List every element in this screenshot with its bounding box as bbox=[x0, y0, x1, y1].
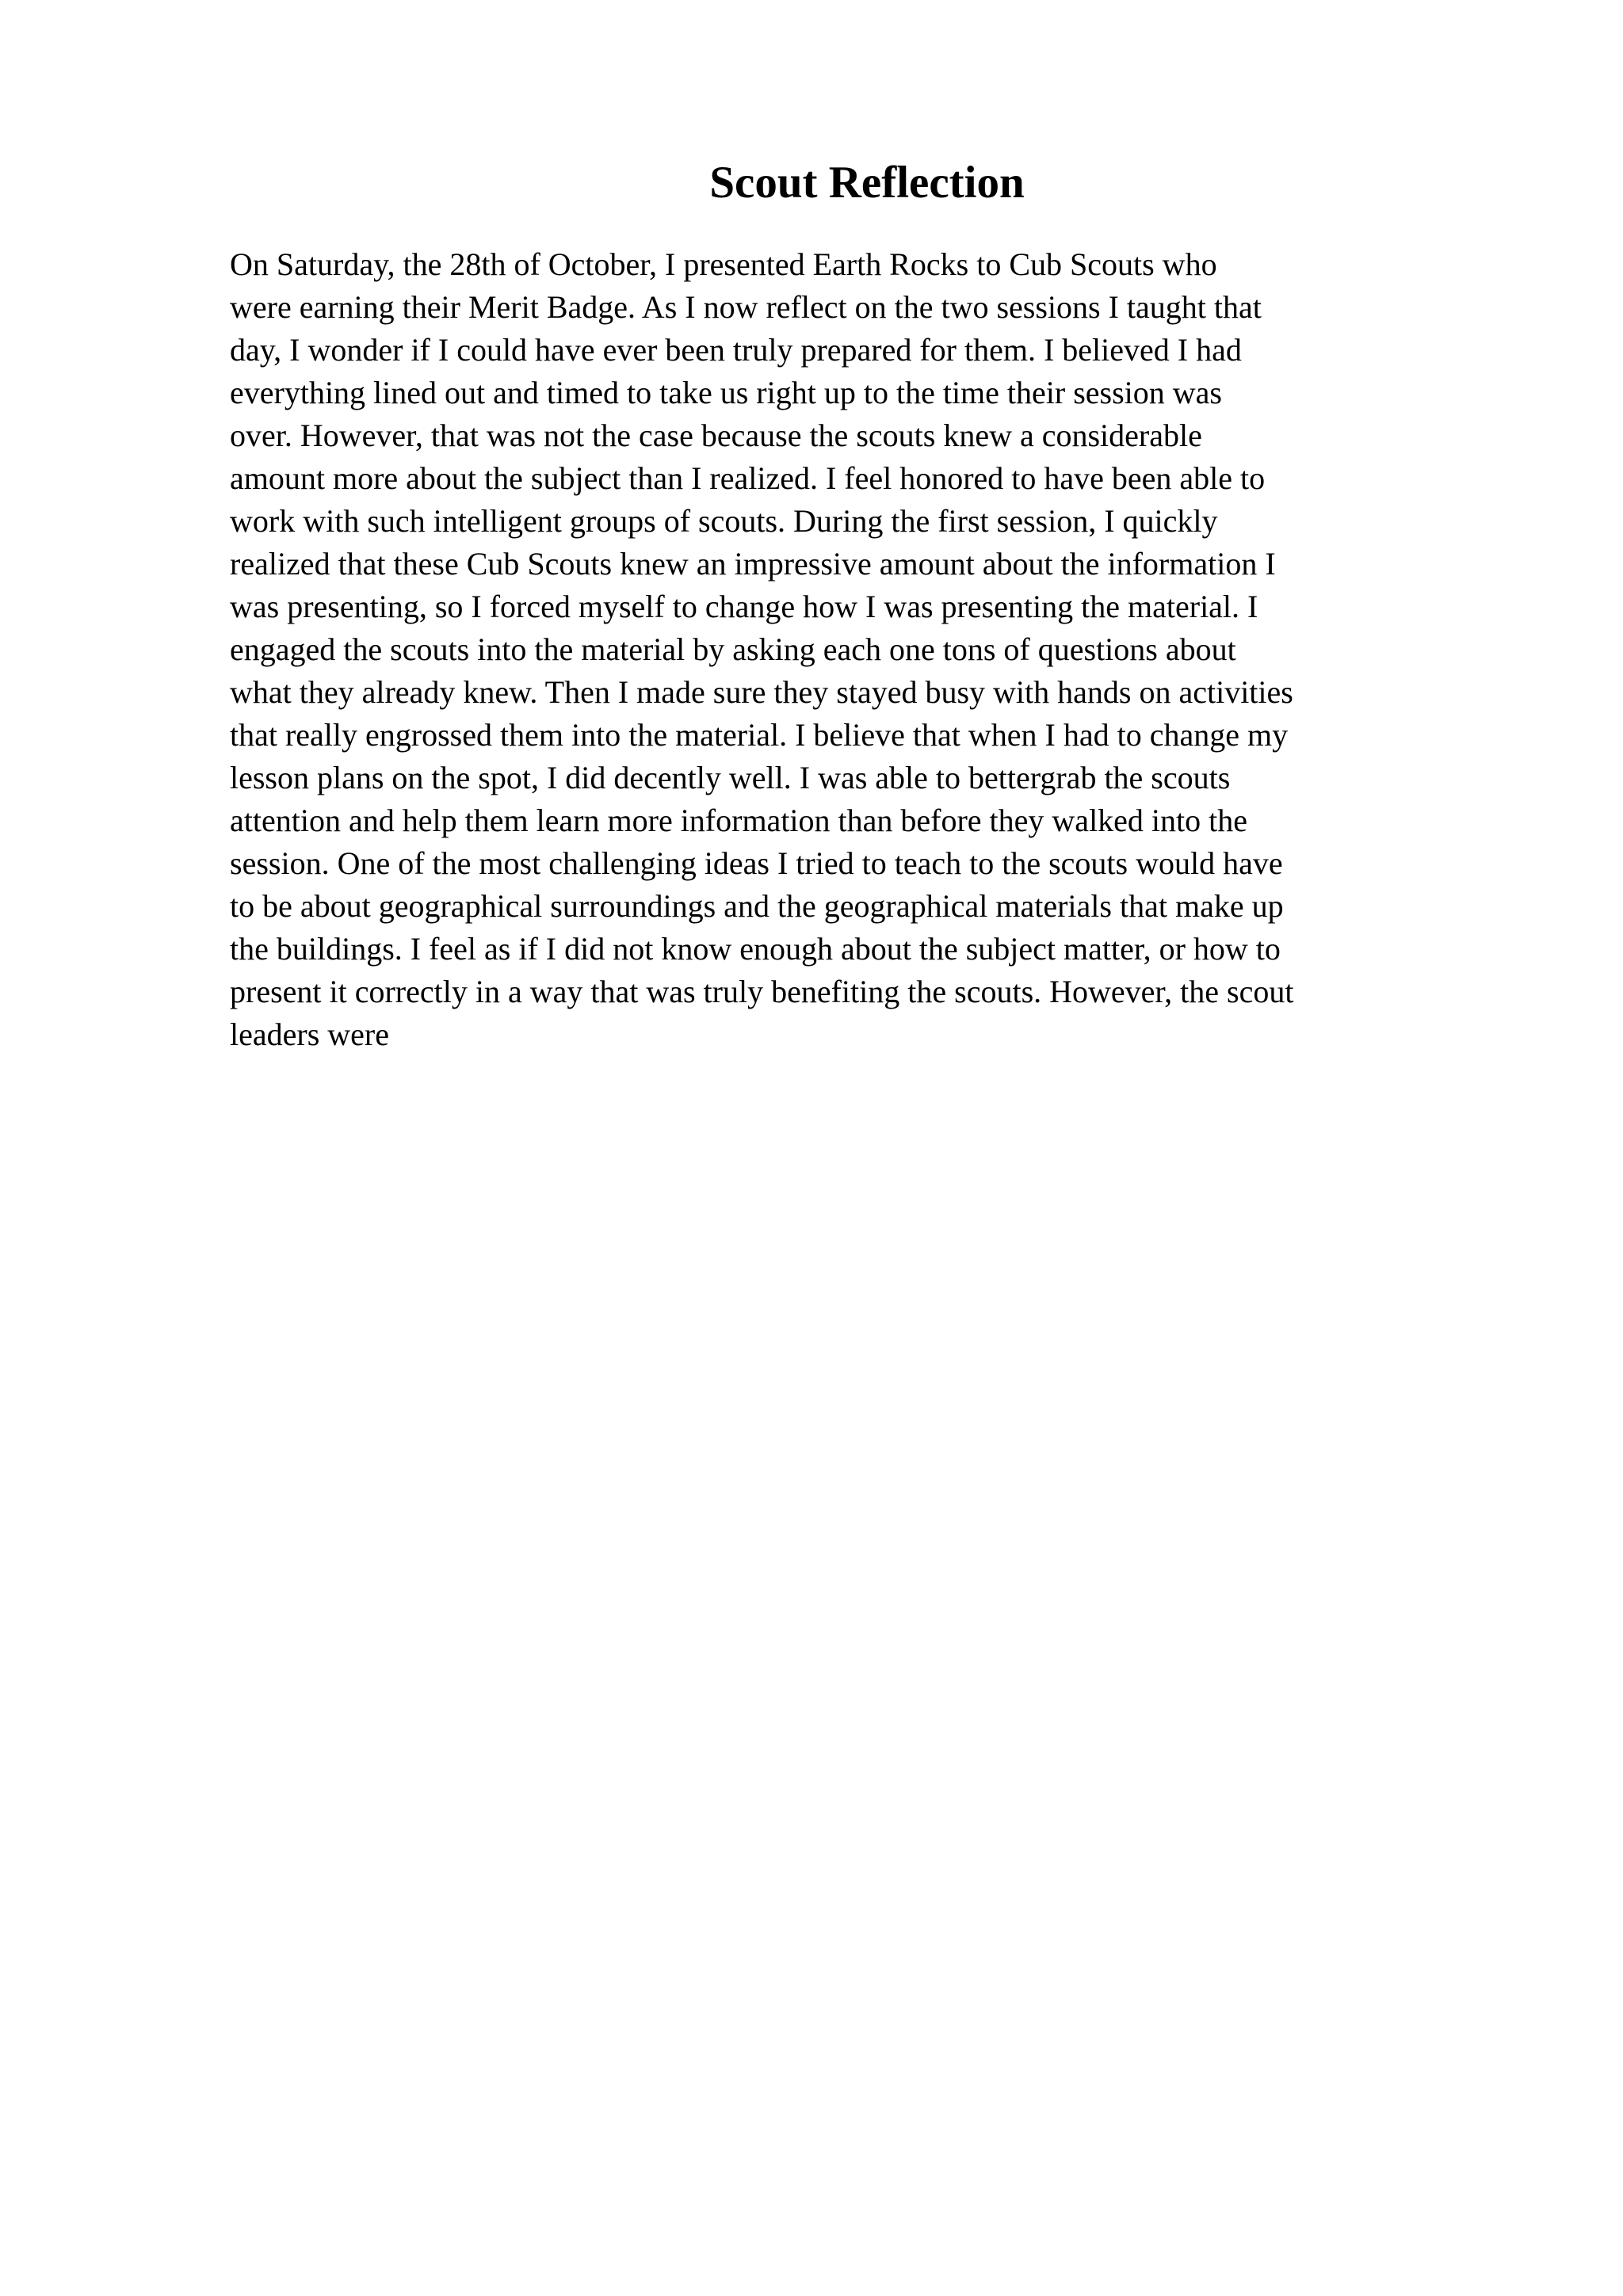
document-title: Scout Reflection bbox=[709, 158, 1025, 208]
body-line: what they already knew. Then I made sure they stayed busy with hands on activities bbox=[230, 674, 1293, 710]
body-line: leaders were bbox=[230, 1016, 389, 1052]
body-line: were earning their Merit Badge. As I now reflect on the two sessions I taught that bbox=[230, 289, 1262, 325]
document-body bbox=[230, 243, 1466, 1056]
body-line: that really engrossed them into the material. I believe that when I had to change my bbox=[230, 717, 1289, 753]
body-line: lesson plans on the spot, I did decently well. I was able to bettergrab the scouts bbox=[230, 760, 1231, 795]
body-line: the buildings. I feel as if I did not know enough about the subject matter, or how to bbox=[230, 931, 1281, 967]
body-line: over. However, that was not the case because the scouts knew a considerable bbox=[230, 418, 1202, 453]
body-line: everything lined out and timed to take us right up to the time their session was bbox=[230, 375, 1222, 410]
body-line: session. One of the most challenging ideas I tried to teach to the scouts would have bbox=[230, 845, 1283, 881]
body-line: present it correctly in a way that was truly benefiting the scouts. However, the scout bbox=[230, 974, 1294, 1009]
body-line: engaged the scouts into the material by asking each one tons of questions about bbox=[230, 631, 1236, 667]
body-line: was presenting, so I forced myself to change how I was presenting the material. I bbox=[230, 589, 1258, 624]
body-line: attention and help them learn more information than before they walked into the bbox=[230, 803, 1248, 838]
body-line: to be about geographical surroundings and the geographical materials that make up bbox=[230, 888, 1284, 924]
body-line: amount more about the subject than I realized. I feel honored to have been able to bbox=[230, 460, 1266, 496]
body-line: realized that these Cub Scouts knew an impressive amount about the information I bbox=[230, 546, 1276, 582]
body-line: On Saturday, the 28th of October, I presented Earth Rocks to Cub Scouts who bbox=[230, 246, 1217, 282]
body-line: work with such intelligent groups of scouts. During the first session, I quickly bbox=[230, 503, 1218, 539]
body-line: day, I wonder if I could have ever been truly prepared for them. I believed I had bbox=[230, 332, 1242, 368]
